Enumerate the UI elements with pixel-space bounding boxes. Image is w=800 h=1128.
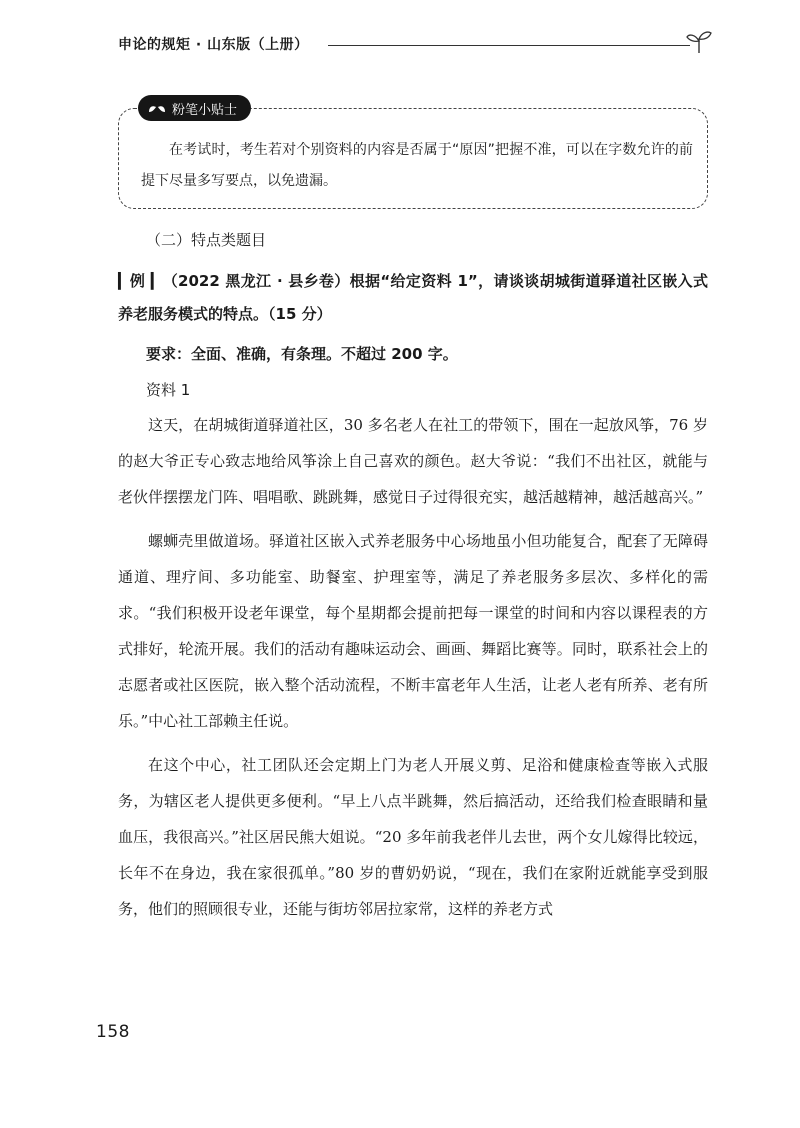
section-heading: （二）特点类题目 (146, 231, 267, 249)
tip-badge (138, 95, 251, 121)
material-paragraph: 螺蛳壳里做道场。驿道社区嵌入式养老服务中心场地虽小但功能复合，配套了无障碍通道、理疗间、多功能室、助餐室、护理室等，满足了养老服务多层次、多样化的需求。“我们积极开设老年课堂，每个星期都会提前把每一课堂的时间和内容以课程表的方式排好，轮流开展。我们的活动有趣味运动会、画画、舞蹈比赛等。同时，联系社会上的志愿者或社区医院，嵌入整个活动流程，不断丰富老年人生活，让老人老有所养、老有所乐。”中心社工部赖主任说。 (118, 532, 708, 730)
material-label: 资料 1 (146, 381, 191, 399)
example-mark: ▎例 ▎ (118, 272, 163, 290)
sprout-icon (686, 30, 712, 54)
material-paragraph: 在这个中心，社工团队还会定期上门为老人开展义剪、足浴和健康检查等嵌入式服务，为辖区老人提供更多便利。“早上八点半跳舞，然后搞活动，还给我们检查眼睛和量血压，我很高兴。”社区居民熊大姐说。“20 多年前我老伴儿去世，两个女儿嫁得比较远，长年不在身边，我在家很孤单。”80 岁的曹奶奶说，“现在，我们在家附近就能享受到服务，他们的照顾很专业，还能与街坊邻居拉家常，这样的养老方式 (118, 756, 708, 918)
tip-text: 在考试时，考生若对个别资料的内容是否属于“原因”把握不准，可以在字数允许的前提下尽量多写要点，以免遗漏。 (141, 142, 693, 189)
main-content (118, 228, 708, 935)
requirement: 要求：全面、准确，有条理。不超过 200 字。 (146, 345, 458, 363)
tip-box (118, 102, 708, 209)
example-question-text: （2022 黑龙江 · 县乡卷）根据“给定资料 1”，请谈谈胡城街道驿道社区嵌入式养老服务模式的特点。（15 分） (118, 272, 708, 323)
tip-badge-label: 粉笔小贴士 (172, 102, 238, 118)
chalk-icon (148, 102, 166, 114)
page-number: 158 (96, 1022, 130, 1042)
material-paragraph: 这天，在胡城街道驿道社区，30 多名老人在社工的带领下，围在一起放风筝，76 岁的赵大爷正专心致志地给风筝涂上自己喜欢的颜色。赵大爷说：“我们不出社区，就能与老伙伴摆摆龙门阵、唱唱歌、跳跳舞，感觉日子过得很充实，越活越精神，越活越高兴。” (118, 416, 708, 506)
running-header (118, 30, 708, 56)
book-title: 申论的规矩 · 山东版（上册） (118, 37, 309, 53)
example-question (118, 265, 708, 331)
header-rule (328, 45, 690, 46)
